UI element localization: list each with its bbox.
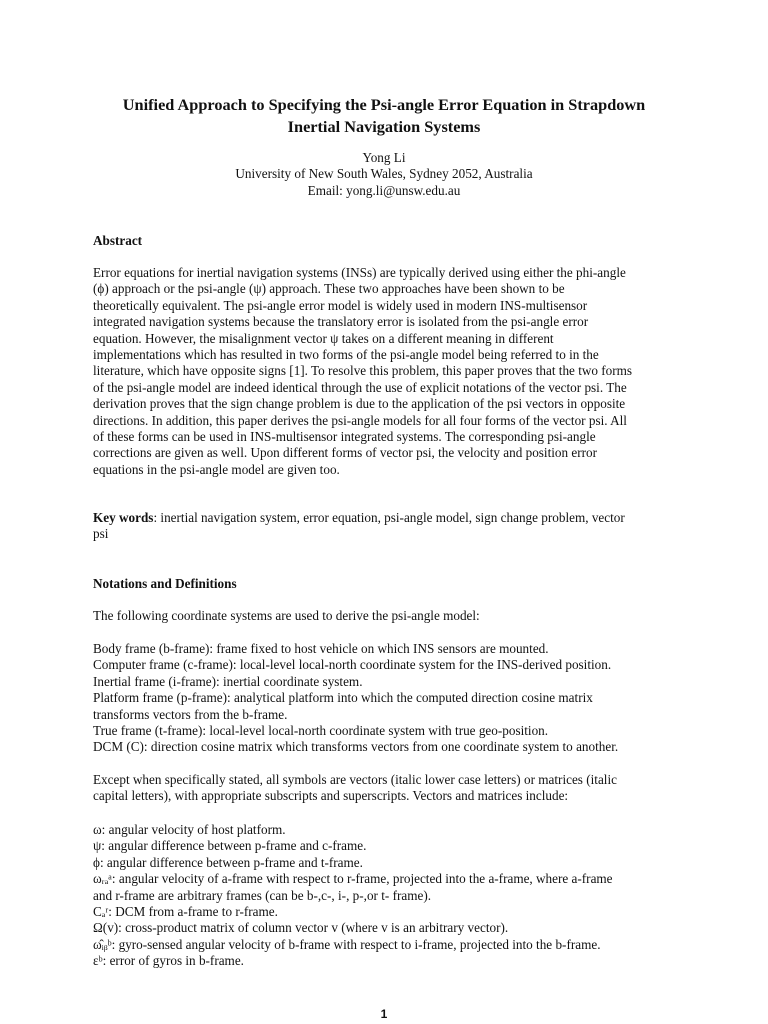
symbol-definitions [93,822,683,970]
frame-definitions [93,641,683,756]
abstract-heading: Abstract [93,233,143,248]
symbol-definition: ω̂ᵢᵦᵇ: gyro-sensed angular velocity of b-frame with respect to i-frame, projected into the b-frame. [93,936,601,952]
notations-intro: The following coordinate systems are used to derive the psi-angle model: [93,608,480,623]
keywords-label: Key words [93,510,154,525]
abstract-line: Error equations for inertial navigation systems (INSs) are typically derived using either the phi-angle [93,265,626,280]
abstract-line: equations in the psi-angle model are given too. [93,461,340,477]
symbols-intro-line: Except when specifically stated, all symbols are vectors (italic lower case letters) or matrices (italic [93,772,617,787]
symbol-definition: Cₐʳ: DCM from a-frame to r-frame. [93,904,278,920]
author-email: Email: yong.li@unsw.edu.au [307,182,461,198]
symbol-definition: ω: angular velocity of host platform. [93,822,286,837]
notations-heading: Notations and Definitions [93,576,237,591]
abstract-line: of the psi-angle model are indeed identical through the use of explicit notations of the vector psi. The [93,379,627,395]
frame-definition: DCM (C): direction cosine matrix which transforms vectors from one coordinate system to another. [93,739,619,755]
keywords [93,510,683,543]
abstract-line: (ϕ) approach or the psi-angle (ψ) approach. These two approaches have been shown to be [93,281,565,297]
abstract-body [93,265,683,478]
symbol-definition: εᵇ: error of gyros in b-frame. [93,953,244,969]
symbol-definition: ψ: angular difference between p-frame and c-frame. [93,838,367,854]
frame-definition: Inertial frame (i-frame): inertial coordinate system. [93,673,363,689]
abstract-line: implementations which has resulted in two forms of the psi-angle model being referred to in the [93,347,599,363]
title-line-2: Inertial Navigation Systems [287,117,481,136]
title-line-1: Unified Approach to Specifying the Psi-angle Error Equation in Strapdown [122,95,646,114]
abstract-line: of these forms can be used in INS-multisensor integrated systems. The corresponding psi-angle [93,429,596,445]
symbol-definition: and r-frame are arbitrary frames (can be b-,c-, i-, p-,or t- frame). [93,887,432,903]
abstract-line: integrated navigation systems because the translatory error is isolated from the psi-angle error [93,314,589,330]
keywords-line-2: psi [93,526,109,542]
symbols-intro-line: capital letters), with appropriate subscripts and superscripts. Vectors and matrices include: [93,788,569,804]
author-name: Yong Li [362,150,406,165]
frame-definition: Computer frame (c-frame): local-level local-north coordinate system for the INS-derived position. [93,657,612,673]
abstract-line: directions. In addition, this paper derives the psi-angle models for all four forms of the vector psi. All [93,412,627,428]
abstract-line: derivation proves that the sign change problem is due to the application of the psi vectors in opposite [93,396,626,412]
symbols-intro [93,772,683,805]
abstract-line: equation. However, the misalignment vector ψ takes on a different meaning in different [93,330,554,346]
frame-definition: True frame (t-frame): local-level local-north coordinate system with true geo-position. [93,723,549,739]
author-affiliation: University of New South Wales, Sydney 2052, Australia [235,166,533,182]
abstract-line: corrections are given as well. Upon different forms of vector psi, the velocity and position error [93,445,598,461]
symbol-definition: Ω(v): cross-product matrix of column vector v (where v is an arbitrary vector). [93,920,509,936]
abstract-line: theoretically equivalent. The psi-angle error model is widely used in modern INS-multisensor [93,297,588,313]
keywords-line-1 [93,510,683,526]
keywords-text: : inertial navigation system, error equation, psi-angle model, sign change problem, vector [153,510,625,525]
symbol-definition: ωᵣₐᵃ: angular velocity of a-frame with respect to r-frame, projected into the a-frame, where a-frame [93,871,613,887]
frame-definition: Body frame (b-frame): frame fixed to host vehicle on which INS sensors are mounted. [93,641,549,656]
frame-definition: Platform frame (p-frame): analytical platform into which the computed direction cosine matrix [93,690,593,706]
abstract-line: literature, which have opposite signs [1]. To resolve this problem, this paper proves that the two forms [93,363,633,379]
page-number: 1 [380,1007,388,1021]
author-block [60,150,708,199]
symbol-definition: ϕ: angular difference between p-frame and t-frame. [93,854,363,870]
frame-definition: transforms vectors from the b-frame. [93,706,288,722]
paper-title [60,94,708,138]
